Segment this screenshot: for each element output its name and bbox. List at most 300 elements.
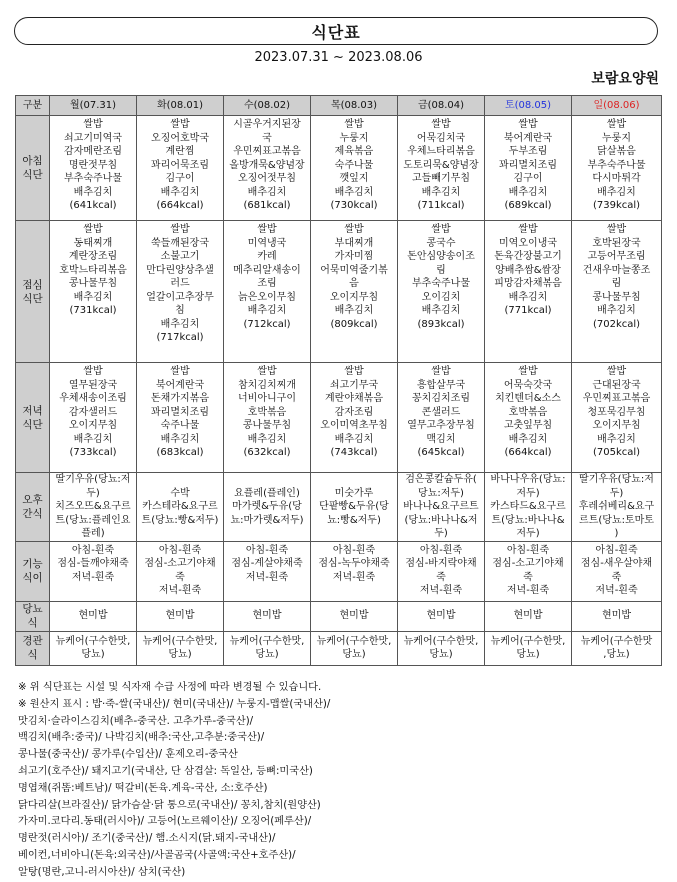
menu-item: 죽 xyxy=(611,571,622,583)
menu-item: 만다린양상추샐 xyxy=(146,264,214,276)
menu-item: 점심-새우살야채 xyxy=(580,558,653,569)
menu-item: 조림 xyxy=(257,278,277,289)
snack-row xyxy=(16,473,662,542)
menu-cell xyxy=(50,221,137,363)
menu-item: 북어계란국 xyxy=(503,132,553,144)
menu-item: 뇨:빵&저두) xyxy=(327,514,381,526)
menu-item: (893kcal) xyxy=(417,318,465,330)
menu-item: 콘샐러드 xyxy=(421,406,461,418)
menu-item: 점심-소고기야채 xyxy=(492,558,564,569)
menu-cell xyxy=(224,541,311,601)
menu-item: 현미밥 xyxy=(252,610,282,622)
menu-item: (730kcal) xyxy=(330,200,378,211)
menu-item: 오이지무침 xyxy=(329,291,379,303)
menu-item: 콩국수 xyxy=(426,237,456,249)
menu-item: (689kcal) xyxy=(504,200,552,211)
menu-cell xyxy=(224,221,311,363)
menu-table xyxy=(15,95,662,666)
menu-item: 감자조림 xyxy=(334,406,374,418)
day-header-tue: 화(08.01) xyxy=(137,96,224,116)
row-label-line: 식 xyxy=(27,617,38,629)
menu-item: (681kcal) xyxy=(243,200,291,211)
menu-cell xyxy=(137,631,224,665)
menu-item: 배추김치 xyxy=(334,433,374,445)
menu-item: 저녁-흰죽 xyxy=(332,571,376,583)
menu-item: 부추숙주나물 xyxy=(587,159,646,171)
menu-item: 얼갈이고추장무 xyxy=(146,291,214,303)
menu-cell xyxy=(572,221,662,363)
menu-item: 쌀밥 xyxy=(83,224,103,235)
menu-item: 저녁-흰죽 xyxy=(245,571,289,583)
menu-item: 배추김치 xyxy=(421,186,461,198)
menu-item: 저녁-흰죽 xyxy=(71,571,115,583)
menu-item: 쌀밥 xyxy=(170,119,190,130)
menu-item: 카레 xyxy=(257,251,277,262)
menu-item: 배추김치 xyxy=(160,433,200,445)
menu-item: 트(당뇨:바나나& xyxy=(491,514,565,526)
menu-item: 꽈리멸치조림 xyxy=(499,159,557,171)
menu-item: (731kcal) xyxy=(69,305,117,316)
menu-item: 피망감자채볶음 xyxy=(494,278,562,289)
row-label xyxy=(16,631,50,665)
menu-item: 돈안심양송이조 xyxy=(407,251,475,262)
menu-cell xyxy=(398,631,485,665)
menu-item: 배추김치 xyxy=(597,305,636,316)
menu-item: 점심-들깨야채죽 xyxy=(57,558,129,569)
menu-item: 청포묵김무침 xyxy=(587,406,646,418)
menu-item: 검은콩칼슘두유( xyxy=(405,474,477,485)
menu-cell xyxy=(50,541,137,601)
menu-item: 명란젓무침 xyxy=(68,159,118,171)
menu-item: 꽈리멸치조림 xyxy=(151,406,209,418)
menu-item: 꽁치김치조림 xyxy=(412,393,470,404)
breakfast-row xyxy=(16,116,662,221)
menu-item: 죽 xyxy=(436,571,446,583)
menu-item: 죽 xyxy=(523,571,533,583)
menu-cell xyxy=(224,363,311,473)
menu-item: 오징어젓무침 xyxy=(238,173,296,184)
note-line: ※ 위 식단표는 시설 및 식자재 수급 사정에 따라 변경될 수 있습니다. xyxy=(18,682,322,693)
menu-item: 우체새송이조림 xyxy=(59,393,127,404)
menu-item: 부추숙주나물 xyxy=(412,278,470,289)
menu-item: (711kcal) xyxy=(417,200,465,211)
menu-item: 쌀밥 xyxy=(344,119,364,130)
menu-item: 아침-흰죽 xyxy=(158,544,202,556)
menu-item: 트(당뇨:플레인요 xyxy=(55,514,131,526)
menu-item: 당뇨) xyxy=(168,649,192,660)
menu-item: 호박볶음 xyxy=(247,406,287,418)
menu-cell xyxy=(572,541,662,601)
menu-cell xyxy=(485,601,572,631)
menu-item: 아침-흰죽 xyxy=(595,544,638,556)
menu-item: 어묵미역줄기볶 xyxy=(320,264,388,276)
menu-item: 쌀밥 xyxy=(257,224,277,235)
menu-item: 쌀밥 xyxy=(606,119,627,130)
menu-item: 계란찜 xyxy=(165,146,195,157)
note-line: 베이컨,너비아니(돈육:외국산)/사골곰국(사골액:국산+호주산)/ xyxy=(18,849,296,861)
menu-item: 쌀밥 xyxy=(606,366,627,377)
menu-item: 콩나물무침 xyxy=(592,291,641,303)
note-line: 가자미.코다리.동태(러시아)/ 고등어(노르웨이산)/ 오징어(페루산)/ xyxy=(18,816,312,828)
menu-item: (705kcal) xyxy=(592,447,641,458)
menu-item: 쌀밥 xyxy=(518,224,538,235)
menu-item: 현미밥 xyxy=(513,610,543,622)
menu-item: 오징어호박국 xyxy=(151,132,209,144)
row-label xyxy=(16,541,50,601)
menu-cell xyxy=(398,116,485,221)
row-label xyxy=(16,601,50,631)
facility-name: 보람요양원 xyxy=(591,71,659,87)
menu-item: 뉴케어(구수한맛, xyxy=(403,635,479,647)
menu-item: 쌀밥 xyxy=(518,366,538,377)
menu-item: 아침-흰죽 xyxy=(419,544,463,556)
menu-item: 미역냉국 xyxy=(247,237,287,249)
menu-item: 저두) xyxy=(516,487,540,499)
menu-item: 음 xyxy=(349,278,359,289)
row-label-line: 저녁 xyxy=(22,404,43,417)
menu-item: 맥김치 xyxy=(426,433,456,445)
menu-cell xyxy=(572,631,662,665)
row-label-line: 식단 xyxy=(22,169,43,181)
menu-cell xyxy=(50,473,137,542)
menu-item: 쌀밥 xyxy=(431,119,451,130)
menu-item: 플레) xyxy=(81,528,105,539)
menu-item: 현미밥 xyxy=(426,610,456,622)
menu-item: 림 xyxy=(436,264,446,276)
menu-item: 오이미역초무침 xyxy=(320,420,388,431)
menu-item: 아침-흰죽 xyxy=(245,544,289,556)
menu-item: 요플레(플레인) xyxy=(234,487,300,499)
menu-item: (664kcal) xyxy=(156,200,204,211)
menu-item: 쌀밥 xyxy=(257,366,277,377)
menu-item: 저녁-흰죽 xyxy=(158,585,202,596)
menu-item: 저녁-흰죽 xyxy=(595,585,638,596)
menu-cell xyxy=(398,473,485,542)
menu-item: 수박 xyxy=(170,487,190,499)
menu-item: 쌀밥 xyxy=(431,224,451,235)
menu-cell xyxy=(311,601,398,631)
menu-item: (739kcal) xyxy=(592,200,641,211)
menu-item: 열무된장국 xyxy=(68,379,118,391)
day-header-wed: 수(08.02) xyxy=(224,96,311,116)
menu-item: 배추김치 xyxy=(421,305,461,316)
page-title: 식단표 xyxy=(311,22,361,42)
menu-item: 배추김치 xyxy=(508,291,548,303)
menu-item: 우민찌표고볶음 xyxy=(582,393,651,404)
menu-item: (771kcal) xyxy=(504,305,552,316)
menu-item: 제육볶음 xyxy=(334,146,374,157)
menu-cell xyxy=(224,601,311,631)
menu-item: 현미밥 xyxy=(78,610,108,622)
menu-item: 흥합살무국 xyxy=(416,379,466,391)
menu-item: 아침-흰죽 xyxy=(332,544,376,556)
menu-item: 쌀밥 xyxy=(344,224,364,235)
menu-item: 점심-녹두야채죽 xyxy=(318,558,390,569)
menu-item: 쌀밥 xyxy=(170,366,190,377)
row-label xyxy=(16,221,50,363)
note-line: 백김치(배추:중국)/ 나박김치(배추:국산,고추분:중국산)/ xyxy=(18,732,265,744)
menu-item: 어묵김치국 xyxy=(416,132,466,144)
note-line: 닭다리살(브라질산)/ 닭가슴살·닭 통으로(국내산)/ 꽁치,참치(원양산) xyxy=(18,799,321,811)
menu-item: 배추김치 xyxy=(160,186,200,198)
menu-item: 아침-흰죽 xyxy=(506,544,550,556)
menu-item: 후레쉬베리&요구 xyxy=(578,501,655,512)
menu-item: 김구이 xyxy=(513,173,543,184)
menu-item: (664kcal) xyxy=(504,447,552,458)
menu-item: 배추김치 xyxy=(247,305,287,316)
menu-cell xyxy=(311,116,398,221)
menu-cell xyxy=(311,541,398,601)
menu-item: 침 xyxy=(175,305,185,316)
menu-item: (632kcal) xyxy=(243,447,291,458)
note-line: 맛김치·슬라이스김치(배추-중국산. 고추가루-중국산)/ xyxy=(18,715,254,727)
menu-item: 가자미찜 xyxy=(334,251,374,262)
tube-feeding-row xyxy=(16,631,662,665)
menu-item: 뉴케어(구수한맛, xyxy=(142,635,218,647)
menu-cell xyxy=(485,473,572,542)
menu-item: 북어계란국 xyxy=(155,379,205,391)
menu-cell xyxy=(398,363,485,473)
row-label xyxy=(16,473,50,542)
menu-item: (809kcal) xyxy=(330,318,378,330)
menu-item: 뉴케어(구수한맛, xyxy=(229,635,305,647)
functional-diet-row xyxy=(16,541,662,601)
menu-item: 쌀밥 xyxy=(83,366,103,377)
row-label xyxy=(16,116,50,221)
menu-item: 현미밥 xyxy=(165,610,195,622)
menu-item: 쌀밥 xyxy=(170,224,190,235)
menu-item: 닭살볶음 xyxy=(597,146,636,157)
menu-item: 당뇨:저두) xyxy=(418,487,464,499)
menu-item: 마가렛&두유(당 xyxy=(232,501,302,512)
row-label-line: 아침 xyxy=(22,155,43,167)
menu-cell xyxy=(137,116,224,221)
menu-cell xyxy=(137,221,224,363)
menu-item: 부추숙주나물 xyxy=(64,173,122,184)
menu-item: 점심-바지락야채 xyxy=(405,558,477,569)
menu-item: 누룽지 xyxy=(602,132,631,144)
menu-item: 뉴케어(구수한맛, xyxy=(55,635,131,647)
menu-item: 배추김치 xyxy=(160,318,200,330)
menu-cell xyxy=(311,363,398,473)
menu-item: 쇠고기무국 xyxy=(329,379,379,391)
menu-cell xyxy=(50,631,137,665)
menu-item: 깻잎지 xyxy=(339,173,369,184)
menu-item: 배추김치 xyxy=(334,186,374,198)
menu-item: 현미밥 xyxy=(339,610,369,622)
menu-item: 오이지무침 xyxy=(592,420,641,431)
header-row xyxy=(16,96,662,116)
menu-item: (733kcal) xyxy=(69,447,117,458)
menu-item: 두부조림 xyxy=(508,146,548,157)
row-label-line: 식이 xyxy=(22,572,43,584)
menu-item: 카스테라&요구르 xyxy=(142,501,218,512)
menu-item: 딸기우유(당뇨:저 xyxy=(55,474,131,485)
dinner-row xyxy=(16,363,662,473)
diabetic-diet-row xyxy=(16,601,662,631)
menu-item: 카스타드&요구르 xyxy=(490,501,566,512)
row-label-line: 간식 xyxy=(22,507,43,520)
menu-cell xyxy=(137,541,224,601)
menu-item: 점심-계살야채죽 xyxy=(231,558,303,569)
menu-item: 돈육간장불고기 xyxy=(494,251,562,262)
day-header-thu: 목(08.03) xyxy=(311,96,398,116)
menu-item: (717kcal) xyxy=(156,332,204,343)
menu-item: 저두) xyxy=(516,528,540,539)
menu-item: 어묵숙갓국 xyxy=(503,379,553,391)
menu-item: 건새우마늘쫑조 xyxy=(582,264,651,276)
menu-item: 콩나물무침 xyxy=(68,278,118,289)
menu-item: 배추김치 xyxy=(597,186,636,198)
menu-cell xyxy=(137,363,224,473)
menu-item: 고등어무조림 xyxy=(587,251,646,262)
menu-item: 호박된장국 xyxy=(592,237,641,249)
menu-item: 당뇨) xyxy=(81,649,105,660)
menu-cell xyxy=(398,541,485,601)
menu-item: 메추리알새송이 xyxy=(233,264,301,276)
note-line: 명엽채(쥐똠:베트남)/ 떡갈비(돈육.계육-국산, 소:호주산) xyxy=(18,782,268,794)
row-label-line: 기능 xyxy=(22,558,43,570)
menu-item: 늙은오이무침 xyxy=(238,291,296,303)
menu-item: 쌀밥 xyxy=(518,119,538,130)
row-label-line: 식단 xyxy=(22,292,43,305)
menu-cell xyxy=(485,363,572,473)
menu-item: 시골우거지된장 xyxy=(233,119,301,130)
menu-cell xyxy=(311,221,398,363)
menu-item: 치킨텐더&소스 xyxy=(495,393,561,404)
menu-item: 계란야채볶음 xyxy=(325,393,383,404)
menu-item: 뉴케어(구수한맛, xyxy=(316,635,392,647)
menu-item: 단팥빵&두유(당 xyxy=(319,501,389,512)
note-line: 콩나물(중국산)/ 콩가루(수입산)/ 훈제오리-중국산 xyxy=(18,749,238,761)
menu-item: 참치김치찌개 xyxy=(238,379,296,391)
menu-item: 저녁-흰죽 xyxy=(419,585,463,596)
menu-item: (712kcal) xyxy=(243,318,291,330)
menu-item: 뉴케어(구수한맛, xyxy=(490,635,566,647)
menu-cell xyxy=(50,601,137,631)
menu-item: 동태찌개 xyxy=(73,237,113,249)
menu-item: 림 xyxy=(611,278,622,289)
menu-cell xyxy=(485,631,572,665)
note-line: 명란젓(러시아)/ 조기(중국산)/ 햄.소시지(닭.돼지-국내산)/ xyxy=(18,833,276,845)
menu-item: (683kcal) xyxy=(156,447,204,458)
menu-item: 소불고기 xyxy=(160,251,200,262)
menu-item: ,당뇨) xyxy=(603,649,630,660)
menu-cell xyxy=(224,473,311,542)
row-label xyxy=(16,363,50,473)
note-line: 알탕(명란,고니-러시아산)/ 삼치(국산) xyxy=(18,866,186,878)
corner-label: 구분 xyxy=(16,96,50,116)
note-line: ※ 원산지 표시 : 밥·죽-쌀(국내산)/ 현미(국내산)/ 누룽지-맵쌀(국내산)/ xyxy=(18,698,331,710)
menu-item: 저녁-흰죽 xyxy=(506,585,550,596)
menu-cell xyxy=(572,601,662,631)
menu-item: (641kcal) xyxy=(69,200,117,211)
menu-item: 두) xyxy=(609,487,624,499)
menu-item: 콩나물무침 xyxy=(242,420,292,431)
menu-item: 열무고추장무침 xyxy=(407,420,475,431)
row-label-line: 당뇨 xyxy=(22,603,43,615)
menu-item: 계란장조림 xyxy=(68,251,118,262)
menu-item: 쌀밥 xyxy=(431,366,451,377)
menu-item: 당뇨) xyxy=(516,649,540,660)
menu-cell xyxy=(485,116,572,221)
menu-item: 돈채가지볶음 xyxy=(151,393,209,404)
row-label-line: 식 xyxy=(27,649,38,661)
menu-item: 뉴케어(구수한맛 xyxy=(580,635,653,647)
menu-item: 바나나우유(당뇨: xyxy=(490,474,566,485)
menu-cell xyxy=(311,473,398,542)
menu-item: 감자샐러드 xyxy=(68,406,118,418)
menu-item: 배추김치 xyxy=(334,305,374,316)
menu-item: 김구이 xyxy=(165,173,195,184)
note-line: 쇠고기(호주산)/ 돼지고기(국내산, 단 삼겹살: 독일산, 등뼈:미국산) xyxy=(18,765,313,777)
menu-item: 배추김치 xyxy=(73,186,113,198)
menu-item: 국 xyxy=(262,132,272,144)
menu-item: 고들빼기무침 xyxy=(412,173,470,184)
menu-item: 미숫가루 xyxy=(334,487,374,499)
day-header-sat: 토(08.05) xyxy=(485,96,572,116)
menu-cell xyxy=(572,116,662,221)
menu-item: 바나나&요구르트 xyxy=(403,501,479,512)
title-box xyxy=(14,17,658,45)
menu-item: 쌀밥 xyxy=(83,119,103,130)
day-header-sun: 일(08.06) xyxy=(572,96,662,116)
menu-item: 배추김치 xyxy=(73,291,113,303)
menu-item: (당뇨:바나나&저 xyxy=(404,514,478,526)
menu-item: 당뇨) xyxy=(255,649,279,660)
row-label-line: 오후 xyxy=(22,493,43,506)
menu-item: 쌀밥 xyxy=(344,366,364,377)
menu-item: 두) xyxy=(86,487,100,499)
row-label-line: 식단 xyxy=(22,418,43,431)
menu-item: 다시마튀각 xyxy=(592,173,641,184)
menu-cell xyxy=(485,541,572,601)
menu-item: 쌀밥 xyxy=(606,224,627,235)
menu-cell xyxy=(137,473,224,542)
menu-item: 우체느타리볶음 xyxy=(407,146,475,157)
menu-item: 아침-흰죽 xyxy=(71,544,115,556)
day-header-fri: 금(08.04) xyxy=(398,96,485,116)
menu-cell xyxy=(572,363,662,473)
menu-item: 르트(당뇨:토마토 xyxy=(579,514,654,526)
menu-item: 점심-소고기야채 xyxy=(144,558,216,569)
menu-item: 뇨:마가렛&저두) xyxy=(230,514,304,526)
menu-cell xyxy=(398,601,485,631)
menu-item: 배추김치 xyxy=(508,186,548,198)
menu-item: 오이지무침 xyxy=(68,420,118,431)
day-header-mon: 월(07.31) xyxy=(50,96,137,116)
menu-item: 도토리묵&양념장 xyxy=(403,159,479,171)
notes-section xyxy=(18,680,663,882)
menu-item: 숙주나물 xyxy=(160,420,200,431)
menu-item: (743kcal) xyxy=(330,447,378,458)
menu-item: 딸기우유(당뇨:저 xyxy=(579,474,654,485)
menu-cell xyxy=(485,221,572,363)
menu-item: 너비아니구이 xyxy=(238,393,296,404)
menu-item: 양배추쌈&쌈장 xyxy=(495,264,561,276)
menu-cell xyxy=(224,631,311,665)
menu-item: 배추김치 xyxy=(247,186,287,198)
menu-item: 러드 xyxy=(170,278,190,289)
menu-item: 감자메란조림 xyxy=(64,146,122,157)
menu-item: 쇠고기미역국 xyxy=(64,132,122,144)
menu-item: 부대찌개 xyxy=(334,237,374,249)
menu-item: ) xyxy=(614,528,619,539)
menu-cell xyxy=(50,363,137,473)
menu-item: (645kcal) xyxy=(417,447,465,458)
menu-item: 배추김치 xyxy=(247,433,287,445)
menu-cell xyxy=(224,116,311,221)
